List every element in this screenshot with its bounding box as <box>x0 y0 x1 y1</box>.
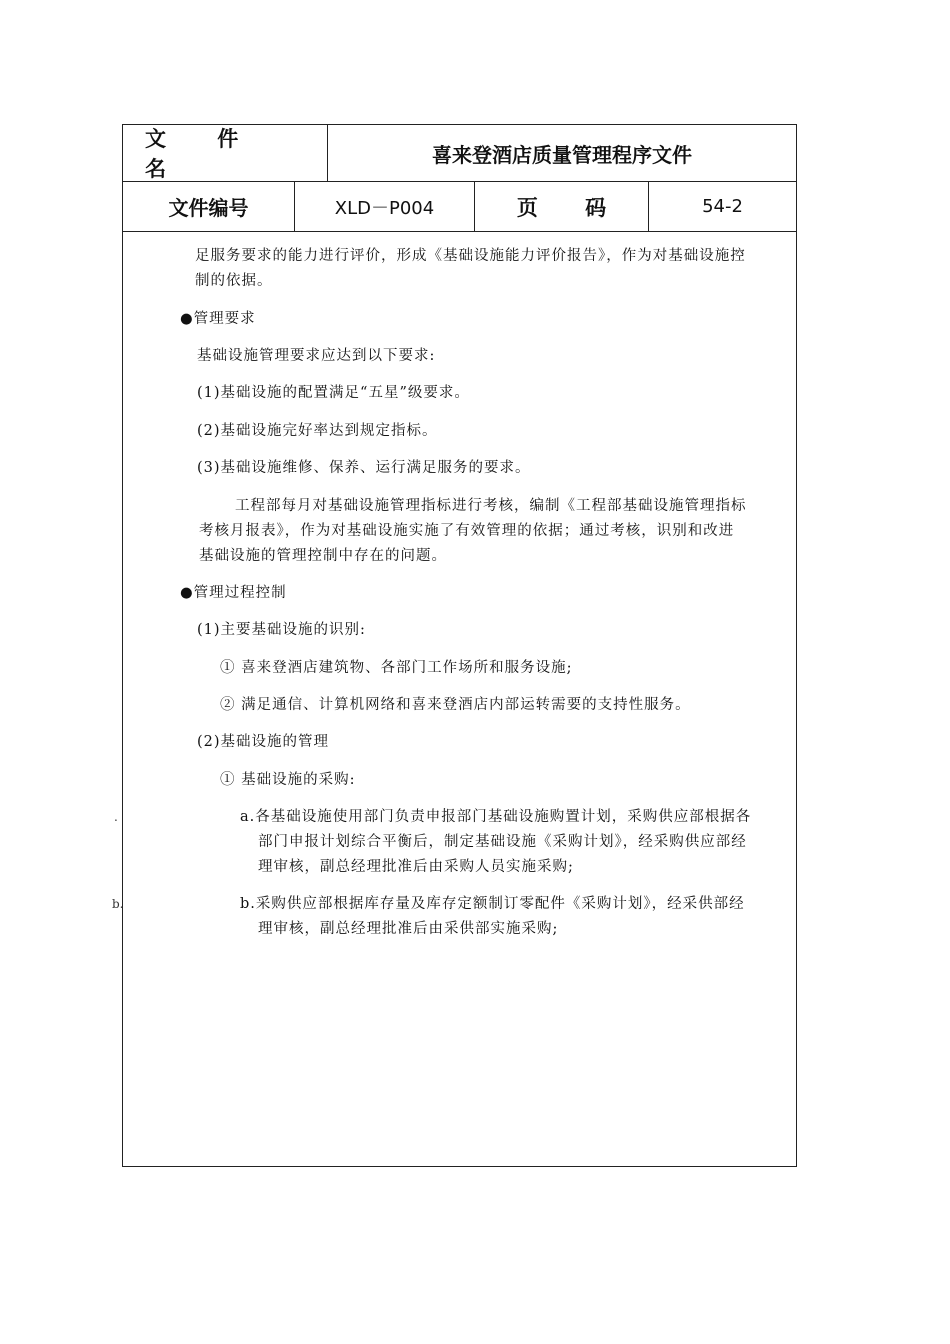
item-a-line-3: 理审核，副总经理批准后由采购人员实施采购; <box>258 859 574 875</box>
margin-mark-dot: . <box>114 810 118 824</box>
paragraph-line-1: 工程部每月对基础设施管理指标进行考核，编制《工程部基础设施管理指标 <box>235 498 747 514</box>
item-b-line-2: 理审核，副总经理批准后由采供部实施采购; <box>258 921 559 937</box>
page-label: 页 码 <box>475 182 649 231</box>
sub-section-1: (1)主要基础设施的识别: <box>197 622 366 638</box>
doc-number-label: 文件编号 <box>123 182 295 231</box>
requirement-2: (2)基础设施完好率达到规定指标。 <box>197 423 438 439</box>
header-row-title <box>123 125 796 182</box>
section-title-management-requirements: ●管理要求 <box>180 311 256 327</box>
requirement-1: (1)基础设施的配置满足“五星”级要求。 <box>197 385 470 401</box>
item-b-line-1: b.采购供应部根据库存量及库存定额制订零配件《采购计划》，经采供部经 <box>240 896 745 912</box>
paragraph-line-3: 基础设施的管理控制中存在的问题。 <box>199 548 447 564</box>
sub2-item-1: ① 基础设施的采购: <box>220 772 356 788</box>
intro-line-2: 制的依据。 <box>195 273 273 289</box>
section-title-process-control: ●管理过程控制 <box>180 585 287 601</box>
header-row-meta <box>123 182 796 232</box>
sub-section-2: (2)基础设施的管理 <box>197 734 330 750</box>
section1-lead: 基础设施管理要求应达到以下要求: <box>197 348 436 364</box>
page-number-value: 54-2 <box>702 196 743 217</box>
paragraph-line-2: 考核月报表》，作为对基础设施实施了有效管理的依据；通过考核，识别和改进 <box>199 523 735 539</box>
item-a-line-1: a.各基础设施使用部门负责申报部门基础设施购置计划，采购供应部根据各 <box>240 809 752 825</box>
margin-mark-b: b. <box>112 897 124 911</box>
intro-line-1: 足服务要求的能力进行评价，形成《基础设施能力评价报告》，作为对基础设施控 <box>195 248 746 264</box>
doc-name-value: 喜来登酒店质量管理程序文件 <box>432 142 692 167</box>
sub1-item-1: ① 喜来登酒店建筑物、各部门工作场所和服务设施; <box>220 660 573 676</box>
doc-number-value: XLD－P004 <box>295 182 475 231</box>
doc-name-label: 文 件 名 <box>123 125 328 181</box>
sub1-item-2: ② 满足通信、计算机网络和喜来登酒店内部运转需要的支持性服务。 <box>220 697 691 713</box>
requirement-3: (3)基础设施维修、保养、运行满足服务的要求。 <box>197 460 531 476</box>
item-a-line-2: 部门申报计划综合平衡后，制定基础设施《采购计划》，经采购供应部经 <box>258 834 747 850</box>
